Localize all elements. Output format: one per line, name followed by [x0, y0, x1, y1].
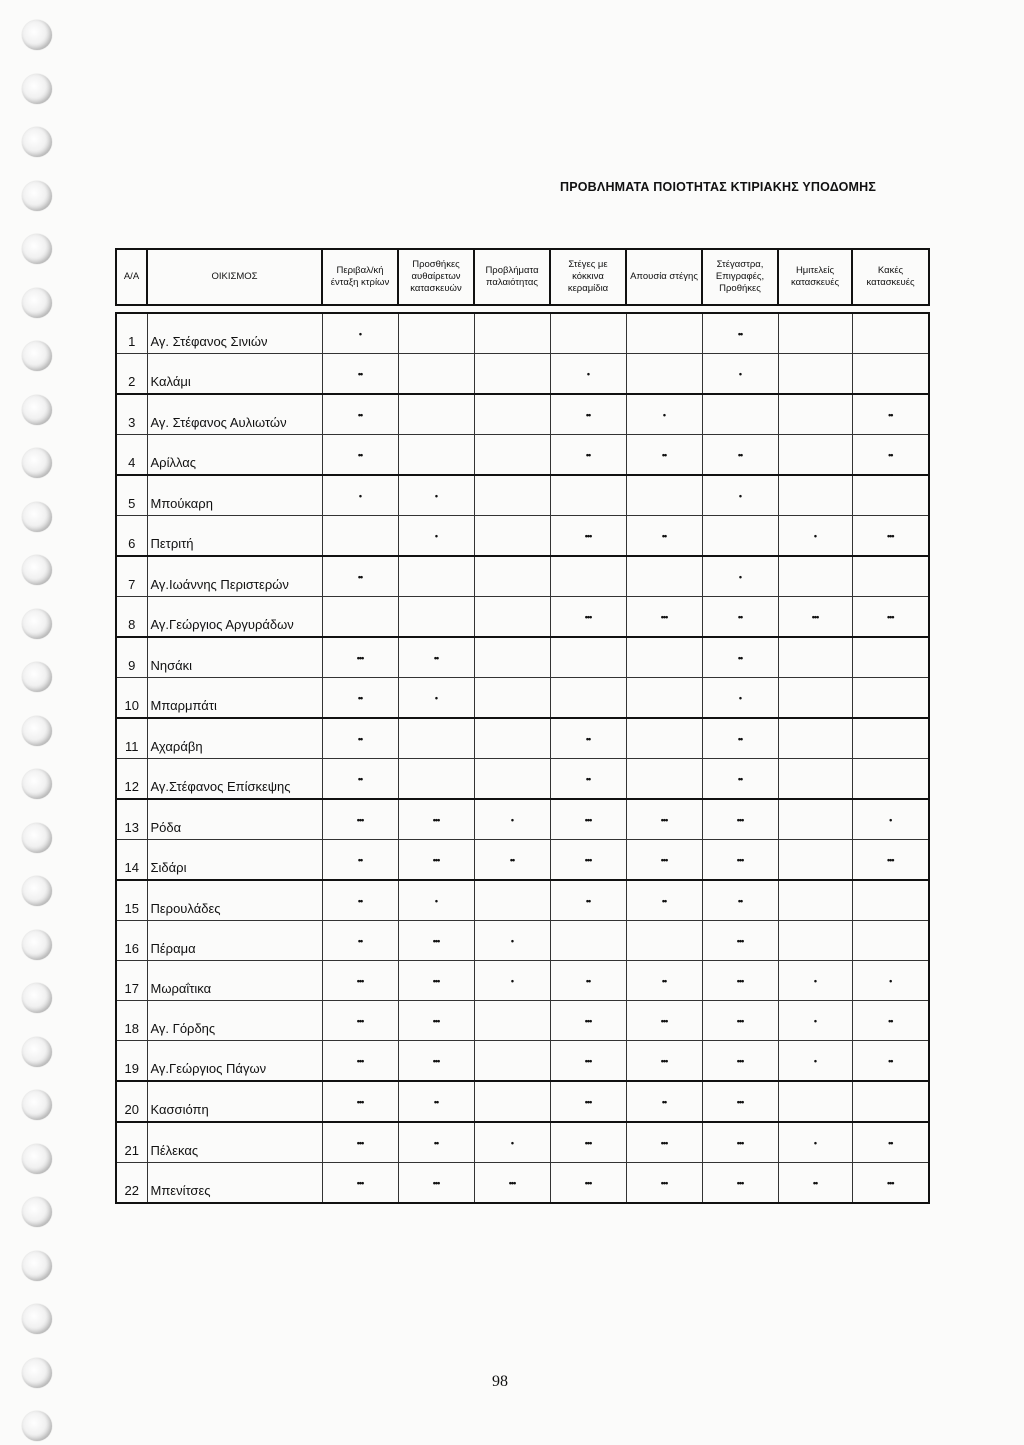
- rating-cell: ••: [322, 759, 398, 800]
- settlement-name: Σιδάρι: [147, 840, 322, 881]
- rating-cell: [474, 475, 550, 516]
- row-number: 12: [116, 759, 147, 800]
- rating-cell: •: [550, 354, 626, 395]
- rating-cell: •••: [626, 597, 702, 638]
- rating-cell: [398, 718, 474, 759]
- rating-cell: •••: [398, 840, 474, 881]
- table-row: [116, 840, 929, 881]
- rating-cell: ••: [398, 1081, 474, 1122]
- rating-cell: ••: [398, 637, 474, 678]
- rating-cell: [852, 880, 929, 921]
- settlement-name: Αγ. Στέφανος Σινιών: [147, 313, 322, 354]
- rating-cell: •••: [702, 961, 778, 1001]
- row-number: 18: [116, 1001, 147, 1041]
- binder-hole: [22, 74, 52, 104]
- row-number: 8: [116, 597, 147, 638]
- rating-cell: [852, 921, 929, 961]
- settlement-name: Αχαράβη: [147, 718, 322, 759]
- row-number: 20: [116, 1081, 147, 1122]
- rating-cell: ••: [702, 313, 778, 354]
- rating-cell: [398, 597, 474, 638]
- rating-cell: •••: [322, 1001, 398, 1041]
- table-row: [116, 556, 929, 597]
- rating-cell: ••: [852, 394, 929, 435]
- rating-cell: •••: [550, 1081, 626, 1122]
- rating-cell: [778, 678, 852, 719]
- rating-cell: ••: [550, 435, 626, 476]
- rating-cell: ••: [852, 1122, 929, 1163]
- rating-cell: [398, 354, 474, 395]
- rating-cell: •: [702, 678, 778, 719]
- table-row: [116, 1122, 929, 1163]
- rating-cell: •••: [702, 799, 778, 840]
- table-row: [116, 759, 929, 800]
- table-row: [116, 678, 929, 719]
- rating-cell: [474, 597, 550, 638]
- binder-hole: [22, 1251, 52, 1281]
- rating-cell: [474, 313, 550, 354]
- rating-cell: •••: [322, 1163, 398, 1204]
- rating-cell: •••: [702, 1041, 778, 1082]
- rating-cell: •••: [702, 1081, 778, 1122]
- settlement-name: Μπαρμπάτι: [147, 678, 322, 719]
- rating-cell: [550, 678, 626, 719]
- settlement-name: Αγ.Ιωάννης Περιστερών: [147, 556, 322, 597]
- rating-cell: [474, 435, 550, 476]
- rating-cell: •: [474, 1122, 550, 1163]
- header-unfinished: Ημιτελείς κατασκευές: [778, 249, 852, 305]
- rating-cell: [474, 1001, 550, 1041]
- table-row: [116, 475, 929, 516]
- binder-hole: [22, 1197, 52, 1227]
- table-row: [116, 718, 929, 759]
- binder-hole: [22, 1304, 52, 1334]
- rating-cell: [626, 718, 702, 759]
- rating-cell: •••: [322, 1122, 398, 1163]
- binder-hole: [22, 1411, 52, 1441]
- rating-cell: [778, 394, 852, 435]
- row-number: 15: [116, 880, 147, 921]
- rating-cell: •: [398, 678, 474, 719]
- rating-cell: [474, 759, 550, 800]
- rating-cell: •••: [702, 1001, 778, 1041]
- rating-cell: [398, 313, 474, 354]
- rating-cell: ••: [702, 759, 778, 800]
- binder-hole: [22, 448, 52, 478]
- rating-cell: [852, 678, 929, 719]
- table-row: [116, 880, 929, 921]
- rating-cell: [852, 718, 929, 759]
- rating-cell: [852, 1081, 929, 1122]
- binder-hole: [22, 20, 52, 50]
- rating-cell: •••: [626, 1163, 702, 1204]
- binder-hole: [22, 127, 52, 157]
- rating-cell: [474, 556, 550, 597]
- binder-hole: [22, 502, 52, 532]
- rating-cell: •••: [550, 1163, 626, 1204]
- row-number: 5: [116, 475, 147, 516]
- table-row: [116, 961, 929, 1001]
- settlement-name: Πέλεκας: [147, 1122, 322, 1163]
- rating-cell: •••: [702, 1122, 778, 1163]
- table-header: [115, 248, 930, 306]
- rating-cell: •••: [322, 799, 398, 840]
- binder-hole: [22, 288, 52, 318]
- rating-cell: ••: [474, 840, 550, 881]
- rating-cell: [322, 516, 398, 557]
- table-row: [116, 1163, 929, 1204]
- rating-cell: [474, 637, 550, 678]
- rating-cell: ••: [626, 1081, 702, 1122]
- rating-cell: ••: [702, 597, 778, 638]
- table-row: [116, 921, 929, 961]
- rating-cell: [852, 637, 929, 678]
- rating-cell: •: [626, 394, 702, 435]
- rating-cell: •••: [398, 1163, 474, 1204]
- rating-cell: [778, 718, 852, 759]
- row-number: 10: [116, 678, 147, 719]
- rating-cell: •: [702, 556, 778, 597]
- rating-cell: [778, 556, 852, 597]
- rating-cell: •: [702, 475, 778, 516]
- rating-cell: ••: [626, 880, 702, 921]
- row-number: 19: [116, 1041, 147, 1082]
- rating-cell: •••: [322, 1081, 398, 1122]
- settlement-name: Μπενίτσες: [147, 1163, 322, 1204]
- settlement-name: Αγ.Στέφανος Επίσκεψης: [147, 759, 322, 800]
- rating-cell: •: [852, 799, 929, 840]
- rating-cell: ••: [702, 637, 778, 678]
- binder-hole: [22, 662, 52, 692]
- header-settlement: ΟΙΚΙΣΜΟΣ: [147, 249, 322, 305]
- rating-cell: •: [398, 475, 474, 516]
- settlement-name: Νησάκι: [147, 637, 322, 678]
- binder-hole: [22, 395, 52, 425]
- rating-cell: [852, 556, 929, 597]
- table-row: [116, 313, 929, 354]
- rating-cell: ••: [778, 1163, 852, 1204]
- binder-hole: [22, 930, 52, 960]
- rating-cell: •••: [322, 637, 398, 678]
- table-row: [116, 1041, 929, 1082]
- rating-cell: •: [852, 961, 929, 1001]
- binder-hole: [22, 769, 52, 799]
- rating-cell: ••: [702, 435, 778, 476]
- rating-cell: ••: [322, 556, 398, 597]
- rating-cell: [474, 354, 550, 395]
- page-title: ΠΡΟΒΛΗΜΑΤΑ ΠΟΙΟΤΗΤΑΣ ΚΤΙΡΙΑΚΗΣ ΥΠΟΔΟΜΗΣ: [560, 180, 877, 194]
- rating-cell: [778, 354, 852, 395]
- rating-cell: [474, 678, 550, 719]
- row-number: 3: [116, 394, 147, 435]
- rating-cell: [398, 435, 474, 476]
- rating-cell: •: [322, 313, 398, 354]
- rating-cell: [778, 313, 852, 354]
- rating-cell: ••: [626, 961, 702, 1001]
- table-row: [116, 354, 929, 395]
- settlement-name: Ρόδα: [147, 799, 322, 840]
- settlement-name: Αγ.Γεώργιος Αργυράδων: [147, 597, 322, 638]
- rating-cell: [550, 475, 626, 516]
- rating-cell: •: [322, 475, 398, 516]
- header-no: Α/Α: [116, 249, 147, 305]
- header-illegal-additions: Προσθήκες αυθαίρετων κατασκευών: [398, 249, 474, 305]
- rating-cell: •: [474, 921, 550, 961]
- settlement-name: Αρίλλας: [147, 435, 322, 476]
- row-number: 2: [116, 354, 147, 395]
- rating-cell: •••: [550, 597, 626, 638]
- table-row: [116, 394, 929, 435]
- rating-cell: ••: [852, 1001, 929, 1041]
- rating-cell: •: [398, 880, 474, 921]
- rating-cell: [626, 759, 702, 800]
- rating-cell: •: [474, 961, 550, 1001]
- binder-hole: [22, 1090, 52, 1120]
- rating-cell: ••: [702, 880, 778, 921]
- rating-cell: •••: [702, 840, 778, 881]
- rating-cell: •: [778, 1041, 852, 1082]
- rating-cell: ••: [550, 718, 626, 759]
- rating-cell: •: [702, 354, 778, 395]
- rating-cell: •••: [702, 1163, 778, 1204]
- rating-cell: •••: [398, 961, 474, 1001]
- rating-cell: [852, 354, 929, 395]
- header-no-roof: Απουσία στέγης: [626, 249, 702, 305]
- rating-cell: ••: [626, 516, 702, 557]
- rating-cell: •••: [550, 799, 626, 840]
- rating-cell: •••: [322, 1041, 398, 1082]
- rating-cell: [852, 475, 929, 516]
- rating-cell: [778, 759, 852, 800]
- table-row: [116, 516, 929, 557]
- rating-cell: [778, 921, 852, 961]
- rating-cell: [550, 313, 626, 354]
- settlement-name: Κασσιόπη: [147, 1081, 322, 1122]
- rating-cell: [778, 475, 852, 516]
- settlement-name: Αγ. Γόρδης: [147, 1001, 322, 1041]
- rating-cell: ••: [322, 880, 398, 921]
- binder-hole: [22, 716, 52, 746]
- rating-cell: •••: [626, 1122, 702, 1163]
- rating-cell: •••: [322, 961, 398, 1001]
- row-number: 16: [116, 921, 147, 961]
- rating-cell: •••: [778, 597, 852, 638]
- settlements-table: [115, 312, 930, 1204]
- rating-cell: •••: [702, 921, 778, 961]
- rating-cell: •••: [626, 799, 702, 840]
- header-red-tile-roofs: Στέγες με κόκκινα κεραμίδια: [550, 249, 626, 305]
- rating-cell: ••: [322, 921, 398, 961]
- rating-cell: [398, 556, 474, 597]
- rating-cell: [474, 1081, 550, 1122]
- rating-cell: ••: [322, 718, 398, 759]
- binder-hole: [22, 1144, 52, 1174]
- rating-cell: ••: [626, 435, 702, 476]
- header-age-problems: Προβλήματα παλαιότητας: [474, 249, 550, 305]
- rating-cell: [550, 556, 626, 597]
- rating-cell: [626, 313, 702, 354]
- rating-cell: •••: [626, 840, 702, 881]
- binder-hole: [22, 234, 52, 264]
- row-number: 22: [116, 1163, 147, 1204]
- rating-cell: •••: [550, 1122, 626, 1163]
- rating-cell: •••: [852, 1163, 929, 1204]
- binder-hole: [22, 181, 52, 211]
- rating-cell: •: [778, 1001, 852, 1041]
- rating-cell: •••: [398, 1041, 474, 1082]
- rating-cell: ••: [322, 435, 398, 476]
- rating-cell: •: [474, 799, 550, 840]
- rating-cell: [398, 394, 474, 435]
- rating-cell: •••: [398, 1001, 474, 1041]
- rating-cell: [778, 880, 852, 921]
- rating-cell: ••: [550, 880, 626, 921]
- rating-cell: •••: [550, 840, 626, 881]
- header-bad-construction: Κακές κατασκευές: [852, 249, 929, 305]
- rating-cell: [626, 354, 702, 395]
- rating-cell: •••: [550, 1001, 626, 1041]
- settlement-name: Αγ. Στέφανος Αυλιωτών: [147, 394, 322, 435]
- rating-cell: •: [778, 1122, 852, 1163]
- row-number: 9: [116, 637, 147, 678]
- rating-cell: ••: [322, 354, 398, 395]
- binder-hole: [22, 1358, 52, 1388]
- binder-hole: [22, 1037, 52, 1067]
- settlement-name: Καλάμι: [147, 354, 322, 395]
- rating-cell: [626, 556, 702, 597]
- row-number: 7: [116, 556, 147, 597]
- binder-hole: [22, 341, 52, 371]
- row-number: 13: [116, 799, 147, 840]
- binder-hole: [22, 609, 52, 639]
- header-env-integration: Περιβαλ/κή ένταξη κτρίων: [322, 249, 398, 305]
- rating-cell: [778, 799, 852, 840]
- rating-cell: [626, 921, 702, 961]
- rating-cell: [778, 1081, 852, 1122]
- rating-cell: •••: [398, 799, 474, 840]
- settlement-name: Μωραΐτικα: [147, 961, 322, 1001]
- rating-cell: [852, 759, 929, 800]
- rating-cell: •••: [852, 597, 929, 638]
- settlement-name: Αγ.Γεώργιος Πάγων: [147, 1041, 322, 1082]
- rating-cell: •: [778, 516, 852, 557]
- rating-cell: [474, 394, 550, 435]
- rating-cell: [626, 475, 702, 516]
- row-number: 4: [116, 435, 147, 476]
- rating-cell: [550, 921, 626, 961]
- rating-cell: [398, 759, 474, 800]
- rating-cell: [474, 516, 550, 557]
- rating-cell: ••: [398, 1122, 474, 1163]
- rating-cell: ••: [322, 678, 398, 719]
- rating-cell: [778, 840, 852, 881]
- row-number: 11: [116, 718, 147, 759]
- rating-cell: ••: [852, 1041, 929, 1082]
- rating-cell: ••: [550, 394, 626, 435]
- rating-cell: •••: [474, 1163, 550, 1204]
- rating-cell: [474, 1041, 550, 1082]
- table-row: [116, 799, 929, 840]
- page-number: 98: [492, 1373, 508, 1390]
- rating-cell: ••: [322, 394, 398, 435]
- rating-cell: [778, 637, 852, 678]
- settlement-name: Πέραμα: [147, 921, 322, 961]
- rating-cell: [322, 597, 398, 638]
- rating-cell: •••: [852, 840, 929, 881]
- row-number: 1: [116, 313, 147, 354]
- rating-cell: ••: [550, 961, 626, 1001]
- table-row: [116, 1001, 929, 1041]
- binder-hole: [22, 823, 52, 853]
- rating-cell: •••: [550, 1041, 626, 1082]
- header-canopies-signs: Στέγαστρα, Επιγραφές, Προθήκες: [702, 249, 778, 305]
- rating-cell: ••: [702, 718, 778, 759]
- row-number: 6: [116, 516, 147, 557]
- rating-cell: [626, 678, 702, 719]
- rating-cell: [550, 637, 626, 678]
- settlement-name: Μπούκαρη: [147, 475, 322, 516]
- row-number: 14: [116, 840, 147, 881]
- rating-cell: [778, 435, 852, 476]
- binder-hole: [22, 555, 52, 585]
- rating-cell: ••: [852, 435, 929, 476]
- row-number: 17: [116, 961, 147, 1001]
- rating-cell: •: [398, 516, 474, 557]
- rating-cell: •••: [398, 921, 474, 961]
- rating-cell: [702, 516, 778, 557]
- rating-cell: [474, 718, 550, 759]
- rating-cell: [474, 880, 550, 921]
- table-row: [116, 1081, 929, 1122]
- row-number: 21: [116, 1122, 147, 1163]
- table-row: [116, 435, 929, 476]
- rating-cell: •••: [626, 1041, 702, 1082]
- rating-cell: •: [778, 961, 852, 1001]
- rating-cell: [852, 313, 929, 354]
- settlement-name: Πετριτή: [147, 516, 322, 557]
- binder-hole: [22, 983, 52, 1013]
- binder-hole: [22, 876, 52, 906]
- table-row: [116, 597, 929, 638]
- rating-cell: •••: [852, 516, 929, 557]
- rating-cell: •••: [550, 516, 626, 557]
- rating-cell: •••: [626, 1001, 702, 1041]
- rating-cell: ••: [322, 840, 398, 881]
- table-row: [116, 637, 929, 678]
- rating-cell: ••: [550, 759, 626, 800]
- settlement-name: Περουλάδες: [147, 880, 322, 921]
- rating-cell: [626, 637, 702, 678]
- rating-cell: [702, 394, 778, 435]
